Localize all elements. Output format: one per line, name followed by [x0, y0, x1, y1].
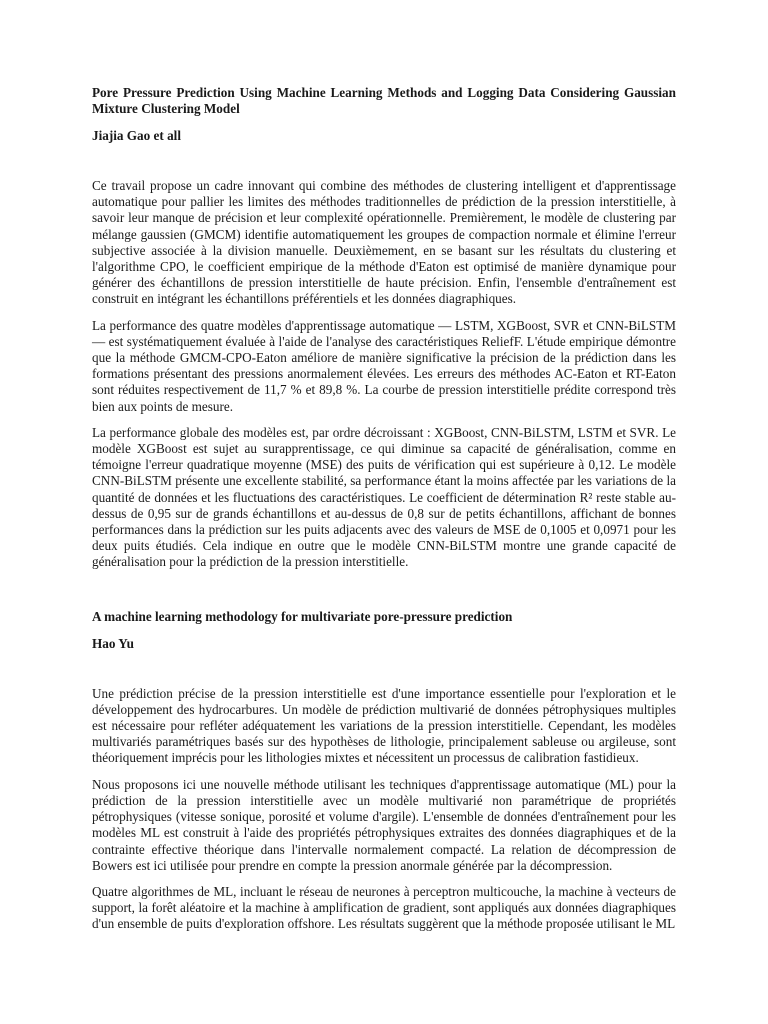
paragraph: Nous proposons ici une nouvelle méthode utilisant les techniques d'apprentissage automatique (ML) pour la prédiction de la pression interstitielle avec un modèle multivarié non paramétrique de propriétés pétrophysiques (vitesse sonique, porosité et volume d'argile). L'ensemble de données d'entraînement pour les modèles ML est construit à l'aide des propriétés pétrophysiques extraites des données diagraphiques et de la contrainte effective théorique dans l'intervalle normalement compacté. La relation de décompression de Bowers est ici utilisée pour prendre en compte la pression anormale générée par la décompression.: [92, 776, 676, 873]
article-2: [92, 609, 676, 933]
article-author: Hao Yu: [92, 635, 134, 651]
paragraph: Une prédiction précise de la pression interstitielle est d'une importance essentielle pour l'exploration et le développement des hydrocarbures. Un modèle de prédiction multivarié de données pétrophysiques multiples est nécessaire pour refléter adéquatement les variations de la pression interstitielle. Cependant, les modèles multivariés paramétriques basés sur des hypothèses de lithologie, principalement sableuse ou argileuse, sont théoriquement imprécis pour les lithologies mixtes et nécessitent un processus de calibration fastidieux.: [92, 685, 676, 766]
paragraph: Ce travail propose un cadre innovant qui combine des méthodes de clustering intelligent et d'apprentissage automatique pour pallier les limites des méthodes traditionnelles de prédiction de la pression interstitielle, à savoir leur manque de précision et leur complexité opérationnelle. Premièrement, le modèle de clustering par mélange gaussien (GMCM) identifie automatiquement les groupes de compaction normale et élimine l'erreur subjective associée à la division manuelle. Deuxièmement, en se basant sur les résultats du clustering et l'algorithme CPO, le coefficient empirique de la méthode d'Eaton est optimisé de manière dynamique pour générer des échantillons de pression interstitielle de haute précision. Enfin, l'ensemble d'entraînement est construit en intégrant les échantillons préférentiels et les données diagraphiques.: [92, 178, 676, 307]
paragraph: Quatre algorithmes de ML, incluant le réseau de neurones à perceptron multicouche, la machine à vecteurs de support, la forêt aléatoire et la machine à amplification de gradient, sont appliqués aux données diagraphiques d'un ensemble de puits d'exploration offshore. Les résultats suggèrent que la méthode proposée utilisant le ML: [92, 883, 676, 932]
paragraph: La performance des quatre modèles d'apprentissage automatique — LSTM, XGBoost, SVR et CNN-BiLSTM — est systématiquement évaluée à l'aide de l'analyse des caractéristiques ReliefF. L'étude empirique démontre que la méthode GMCM-CPO-Eaton améliore de manière significative la précision de la prédiction dans les formations présentant des pressions anormalement élevées. Les erreurs des méthodes AC-Eaton et RT-Eaton sont réduites respectivement de 11,7 % et 89,8 %. La courbe de pression interstitielle prédite correspond très bien aux points de mesure.: [92, 317, 676, 414]
article-title: A machine learning methodology for multivariate pore-pressure prediction: [92, 608, 513, 624]
document-page: [92, 85, 676, 943]
article-separator: [92, 581, 676, 609]
article-abstract: [92, 178, 676, 571]
article-1: [92, 85, 676, 571]
paragraph: La performance globale des modèles est, par ordre décroissant : XGBoost, CNN-BiLSTM, LSTM et SVR. Le modèle XGBoost est sujet au surapprentissage, ce qui diminue sa capacité de généralisation, comme en témoigne l'erreur quadratique moyenne (MSE) des puits de vérification qui est supérieure à 0,12. Le modèle CNN-BiLSTM présente une excellente stabilité, sa performance étant la moins affectée par les variations de la quantité de données et les fluctuations des caractéristiques. Le coefficient de détermination R² reste stable au-dessus de 0,95 sur de grands échantillons et au-dessus de 0,8 sur de petits échantillons, affichant de bonnes performances dans la prédiction sur les puits adjacents avec des valeurs de MSE de 0,1005 et 0,0971 pour les deux puits étudiés. Cela indique en outre que le modèle CNN-BiLSTM montre une grande capacité de généralisation pour la prédiction de la pression interstitielle.: [92, 424, 676, 570]
article-author: Jiajia Gao et all: [92, 128, 182, 143]
article-abstract: [92, 686, 676, 933]
article-title: Pore Pressure Prediction Using Machine Learning Methods and Logging Data Considering Gaussian Mixture Clustering Model: [92, 85, 676, 116]
